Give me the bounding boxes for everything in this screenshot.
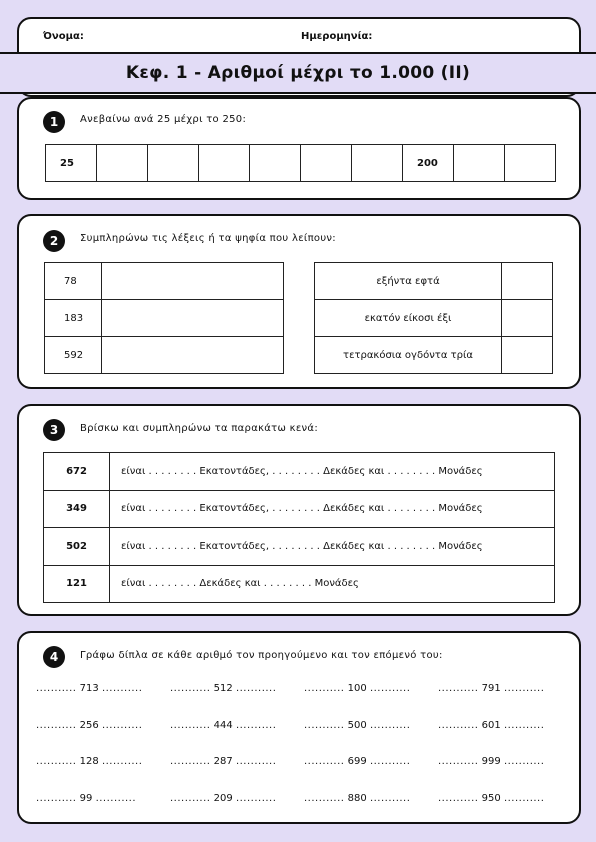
given-number: 209 bbox=[213, 793, 233, 804]
number-cell: 183 bbox=[45, 300, 102, 337]
previous-blank[interactable]: ........... bbox=[170, 793, 211, 804]
neighbors-item bbox=[304, 720, 432, 731]
exercise-3-panel bbox=[17, 404, 581, 616]
neighbors-item bbox=[304, 756, 432, 767]
sequence-cell[interactable] bbox=[148, 145, 199, 182]
neighbors-item bbox=[36, 756, 164, 767]
given-number: 500 bbox=[347, 720, 367, 731]
sequence-cell[interactable] bbox=[97, 145, 148, 182]
sequence-cell[interactable] bbox=[352, 145, 403, 182]
table-row bbox=[45, 337, 284, 374]
given-number: 699 bbox=[347, 756, 367, 767]
neighbors-item bbox=[304, 793, 432, 804]
exercise-instruction: Συμπληρώνω τις λέξεις ή τα ψηφία που λείπουν: bbox=[80, 233, 336, 244]
previous-blank[interactable]: ........... bbox=[438, 793, 479, 804]
next-blank[interactable]: ........... bbox=[235, 793, 277, 804]
place-value-sentence[interactable]: είναι . . . . . . . . Δεκάδες και . . . . . . . . Μονάδες bbox=[110, 565, 555, 603]
number-cell: 349 bbox=[44, 490, 110, 528]
number-cell: 121 bbox=[44, 565, 110, 603]
neighbors-item bbox=[170, 720, 298, 731]
given-number: 713 bbox=[79, 683, 99, 694]
given-number: 791 bbox=[481, 683, 501, 694]
previous-blank[interactable]: ........... bbox=[170, 756, 211, 767]
neighbors-item bbox=[438, 793, 566, 804]
exercise-number: 4 bbox=[43, 646, 65, 668]
previous-blank[interactable]: ........... bbox=[438, 756, 479, 767]
neighbors-item bbox=[36, 683, 164, 694]
next-blank[interactable]: ........... bbox=[101, 720, 143, 731]
given-number: 880 bbox=[347, 793, 367, 804]
next-blank[interactable]: ........... bbox=[369, 720, 411, 731]
given-number: 601 bbox=[481, 720, 501, 731]
neighbors-item bbox=[36, 793, 164, 804]
words-blank-cell[interactable] bbox=[102, 263, 284, 300]
neighbors-item bbox=[36, 720, 164, 731]
previous-blank[interactable]: ........... bbox=[304, 793, 345, 804]
previous-blank[interactable]: ........... bbox=[304, 756, 345, 767]
table-row bbox=[45, 263, 284, 300]
previous-blank[interactable]: ........... bbox=[438, 683, 479, 694]
given-number: 99 bbox=[79, 793, 93, 804]
sequence-cell[interactable] bbox=[454, 145, 505, 182]
next-blank[interactable]: ........... bbox=[503, 720, 545, 731]
given-number: 999 bbox=[481, 756, 501, 767]
table-row bbox=[44, 490, 555, 528]
neighbors-item bbox=[438, 720, 566, 731]
previous-blank[interactable]: ........... bbox=[36, 793, 77, 804]
place-value-sentence[interactable]: είναι . . . . . . . . Εκατοντάδες, . . . . . . . . Δεκάδες και . . . . . . . . Μονάδες bbox=[110, 453, 555, 491]
exercise-number: 1 bbox=[43, 111, 65, 133]
given-number: 512 bbox=[213, 683, 233, 694]
previous-blank[interactable]: ........... bbox=[36, 720, 77, 731]
given-number: 128 bbox=[79, 756, 99, 767]
exercise-1-panel bbox=[17, 97, 581, 200]
next-blank[interactable]: ........... bbox=[369, 683, 411, 694]
neighbors-item bbox=[438, 683, 566, 694]
next-blank[interactable]: ........... bbox=[369, 756, 411, 767]
words-cell: τετρακόσια ογδόντα τρία bbox=[315, 337, 502, 374]
exercise-instruction: Γράφω δίπλα σε κάθε αριθμό τον προηγούμενο και τον επόμενό του: bbox=[80, 650, 443, 661]
neighbors-item bbox=[170, 793, 298, 804]
table-row bbox=[315, 263, 553, 300]
number-blank-cell[interactable] bbox=[502, 263, 553, 300]
neighbors-row bbox=[36, 683, 566, 694]
next-blank[interactable]: ........... bbox=[235, 756, 277, 767]
given-number: 287 bbox=[213, 756, 233, 767]
exercise-instruction: Ανεβαίνω ανά 25 μέχρι το 250: bbox=[80, 114, 247, 125]
sequence-cell[interactable] bbox=[505, 145, 556, 182]
previous-blank[interactable]: ........... bbox=[36, 756, 77, 767]
next-blank[interactable]: ........... bbox=[235, 683, 277, 694]
table-row bbox=[315, 337, 553, 374]
given-number: 444 bbox=[213, 720, 233, 731]
neighbors-item bbox=[170, 683, 298, 694]
next-blank[interactable]: ........... bbox=[503, 683, 545, 694]
numbers-to-words-table bbox=[44, 262, 284, 374]
number-blank-cell[interactable] bbox=[502, 300, 553, 337]
previous-blank[interactable]: ........... bbox=[304, 720, 345, 731]
number-cell: 672 bbox=[44, 453, 110, 491]
given-number: 256 bbox=[79, 720, 99, 731]
next-blank[interactable]: ........... bbox=[95, 793, 137, 804]
previous-blank[interactable]: ........... bbox=[170, 720, 211, 731]
table-row bbox=[44, 565, 555, 603]
number-cell: 592 bbox=[45, 337, 102, 374]
sequence-cell[interactable] bbox=[301, 145, 352, 182]
exercise-number: 2 bbox=[43, 230, 65, 252]
next-blank[interactable]: ........... bbox=[503, 756, 545, 767]
words-cell: εξήντα εφτά bbox=[315, 263, 502, 300]
neighbors-row bbox=[36, 793, 566, 804]
neighbors-row bbox=[36, 720, 566, 731]
sequence-cell[interactable] bbox=[199, 145, 250, 182]
name-label: Όνομα: bbox=[43, 31, 84, 42]
next-blank[interactable]: ........... bbox=[101, 683, 143, 694]
exercise-instruction: Βρίσκω και συμπληρώνω τα παρακάτω κενά: bbox=[80, 423, 318, 434]
sequence-cell[interactable]: 25 bbox=[46, 145, 97, 182]
page-title: Κεφ. 1 - Αριθμοί μέχρι το 1.000 (ΙΙ) bbox=[0, 52, 596, 94]
sequence-cell[interactable]: 200 bbox=[403, 145, 454, 182]
neighbors-item bbox=[438, 756, 566, 767]
number-blank-cell[interactable] bbox=[502, 337, 553, 374]
date-label: Ημερομηνία: bbox=[301, 31, 373, 42]
sequence-table bbox=[45, 144, 556, 182]
table-row bbox=[44, 453, 555, 491]
table-row bbox=[44, 528, 555, 566]
exercise-2-panel bbox=[17, 214, 581, 389]
given-number: 950 bbox=[481, 793, 501, 804]
previous-blank[interactable]: ........... bbox=[170, 683, 211, 694]
given-number: 100 bbox=[347, 683, 367, 694]
exercise-number: 3 bbox=[43, 419, 65, 441]
sequence-cell[interactable] bbox=[250, 145, 301, 182]
next-blank[interactable]: ........... bbox=[101, 756, 143, 767]
next-blank[interactable]: ........... bbox=[369, 793, 411, 804]
words-blank-cell[interactable] bbox=[102, 300, 284, 337]
neighbors-row bbox=[36, 756, 566, 767]
place-value-sentence[interactable]: είναι . . . . . . . . Εκατοντάδες, . . . . . . . . Δεκάδες και . . . . . . . . Μονάδες bbox=[110, 528, 555, 566]
words-blank-cell[interactable] bbox=[102, 337, 284, 374]
place-value-sentence[interactable]: είναι . . . . . . . . Εκατοντάδες, . . . . . . . . Δεκάδες και . . . . . . . . Μονάδες bbox=[110, 490, 555, 528]
words-cell: εκατόν είκοσι έξι bbox=[315, 300, 502, 337]
neighbors-item bbox=[304, 683, 432, 694]
words-to-numbers-table bbox=[314, 262, 553, 374]
table-row bbox=[315, 300, 553, 337]
previous-blank[interactable]: ........... bbox=[36, 683, 77, 694]
number-cell: 78 bbox=[45, 263, 102, 300]
previous-blank[interactable]: ........... bbox=[438, 720, 479, 731]
next-blank[interactable]: ........... bbox=[503, 793, 545, 804]
place-value-table bbox=[43, 452, 555, 603]
number-cell: 502 bbox=[44, 528, 110, 566]
neighbors-item bbox=[170, 756, 298, 767]
table-row bbox=[45, 300, 284, 337]
previous-blank[interactable]: ........... bbox=[304, 683, 345, 694]
next-blank[interactable]: ........... bbox=[235, 720, 277, 731]
